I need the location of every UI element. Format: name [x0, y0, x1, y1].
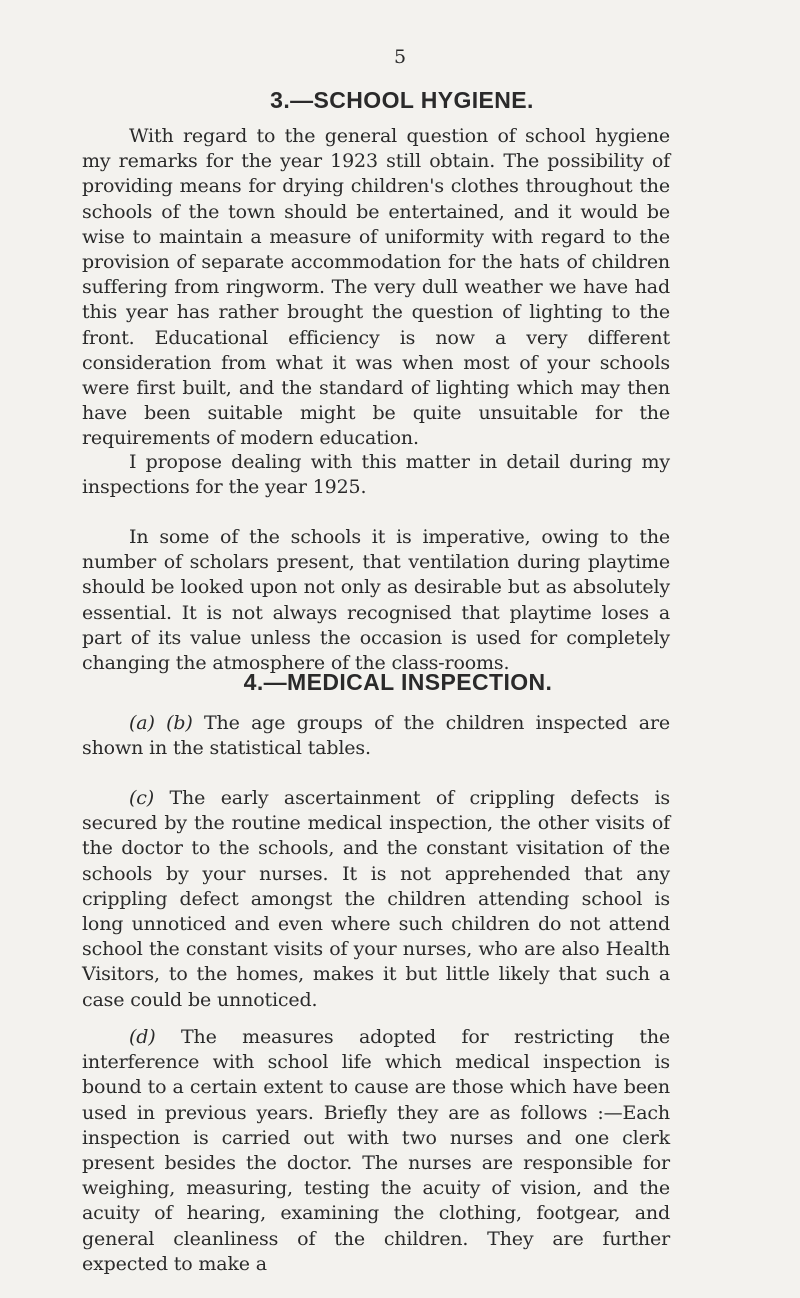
paragraph-inspection-measures [82, 1025, 670, 1277]
item-label-b: (b) [166, 712, 193, 734]
paragraph-text: The early ascertainment of crippling defects is secured by the routine medical inspection, the other visits of the doctor to the schools, and the constant visitation of the schools by your nurses. It is not apprehended that any crippling defect amongst the children attending school is long unnoticed and even where such children do not attend school the constant visits of your nurses, who are also Health Visitors, to the homes, makes it but little likely that such a case could be unnoticed. [82, 787, 670, 1011]
item-label-a: (a) [129, 712, 155, 734]
paragraph-ventilation: In some of the schools it is imperative, owing to the number of scholars present, that ventilation during playtime should be looked upon not only as desirable but as absolutely essential. It is not always recognised that playtime loses a part of its value unless the occasion is used for completely changing the atmosphere of the class-rooms. [82, 526, 670, 675]
section-heading-medical-inspection: 4.—MEDICAL INSPECTION. [243, 669, 553, 695]
section-heading-school-hygiene: 3.—SCHOOL HYGIENE. [270, 87, 534, 113]
page-number: 5 [393, 46, 407, 68]
item-label-d: (d) [129, 1026, 156, 1048]
paragraph-age-groups [82, 711, 670, 761]
paragraph-general-hygiene: With regard to the general question of school hygiene my remarks for the year 1923 still obtain. The possibility of providing means for drying children's clothes throughout the schools of the town should be entertained, and it would be wise to maintain a measure of uniformity with regard to the provision of separate accommodation for the hats of children suffering from ringworm. The very dull weather we have had this year has rather brought the question of lighting to the front. Educational efficiency is now a very different consideration from what it was when most of your schools were first built, and the standard of lighting which may then have been suitable might be quite unsuitable for the requirements of modern education. [82, 125, 670, 450]
paragraph-inspections-1925: I propose dealing with this matter in detail during my inspections for the year 1925. [82, 451, 670, 499]
paragraph-text: The measures adopted for restricting the interference with school life which medical inspection is bound to a certain extent to cause are those which have been used in previous years. Briefly they are as follows :—Each inspection is carried out with two nurses and one clerk present besides the doctor. The nurses are responsible for weighing, measuring, testing the acuity of vision, and the acuity of hearing, examining the clothing, footgear, and general cleanliness of the children. They are further expected to make a [82, 1026, 671, 1275]
paragraph-text: The age groups of the children inspected are shown in the statistical tables. [82, 712, 671, 760]
item-label-c: (c) [129, 787, 155, 809]
paragraph-crippling-defects [82, 786, 670, 1013]
